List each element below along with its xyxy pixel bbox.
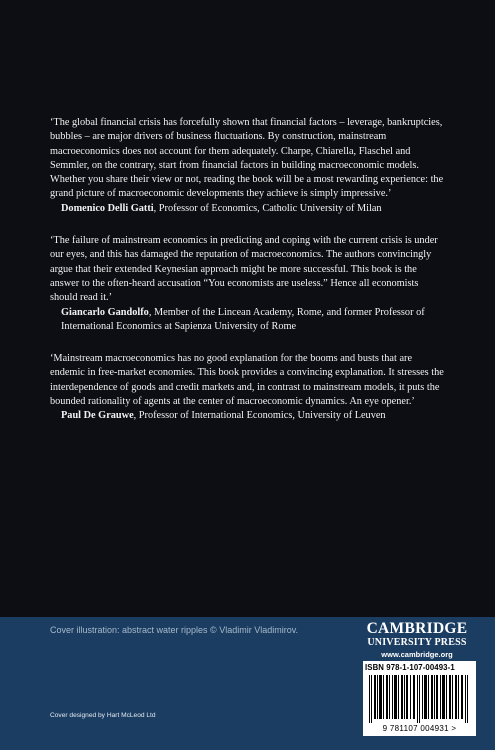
endorsement-3 <box>50 352 445 423</box>
cover-design-credit: Cover designed by Hart McLeod Ltd <box>50 712 156 719</box>
isbn-barcode-box <box>363 661 476 736</box>
cover-illustration-credit: Cover illustration: abstract water ripples © Vladimir Vladimirov. <box>50 625 299 635</box>
attribution-name: Domenico Delli Gatti <box>61 202 154 214</box>
attribution-name: Paul De Grauwe <box>61 410 134 422</box>
barcode-icon <box>368 675 471 723</box>
endorsement-1 <box>50 116 445 216</box>
attribution-affiliation: , Professor of Economics, Catholic University of Milan <box>153 202 382 214</box>
endorsements <box>50 116 445 442</box>
attribution-affiliation: , Member of the Lincean Academy, Rome, and former Professor of International Economics at Sapienza University of Rome <box>61 306 425 332</box>
attribution <box>61 409 445 423</box>
attribution <box>61 306 445 335</box>
publisher-url: www.cambridge.org <box>381 650 453 659</box>
quote-text: ‘Mainstream macroeconomics has no good explanation for the booms and busts that are endemic in free-market economies. This book provides a convincing explanation. It stresses the interdependence of goods and credit markets and, in contrast to mainstream models, it puts the bounded rationality of agents at the center of macroeconomic dynamics. An eye opener.’ <box>50 353 444 408</box>
quote-text: ‘The global financial crisis has forcefully shown that financial factors – leverage, bankruptcies, bubbles – are major drivers of business fluctuations. By construction, mainstream macroeconomics does not account for them adequately. Charpe, Chiarella, Flaschel and Semmler, on the contrary, start from financial factors in building macroeconomic models. Whether you share their view or not, reading the book will be a most rewarding experience: the grand picture of macroeconomic developments they achieve is simply impressive.’ <box>50 117 444 200</box>
isbn-label: ISBN 978-1-107-00493-1 <box>365 663 455 672</box>
endorsement-2 <box>50 234 445 334</box>
attribution-affiliation: , Professor of International Economics, University of Leuven <box>133 410 386 422</box>
isbn-digits: 9 781107 004931 > <box>382 724 457 733</box>
attribution <box>61 202 445 216</box>
publisher-logo <box>362 620 472 659</box>
publisher-subtitle: UNIVERSITY PRESS <box>367 637 467 648</box>
publisher-name: CAMBRIDGE <box>366 620 468 637</box>
quote-text: ‘The failure of mainstream economics in predicting and coping with the current crisis is under our eyes, and this has damaged the reputation of macroeconomics. The authors convincingly argue that their extended Keynesian approach might be more successful. This book is the answer to the often-heard accusation “You economists are useless.” Hence all economists should read it.’ <box>50 235 438 304</box>
attribution-name: Giancarlo Gandolfo <box>61 306 149 318</box>
